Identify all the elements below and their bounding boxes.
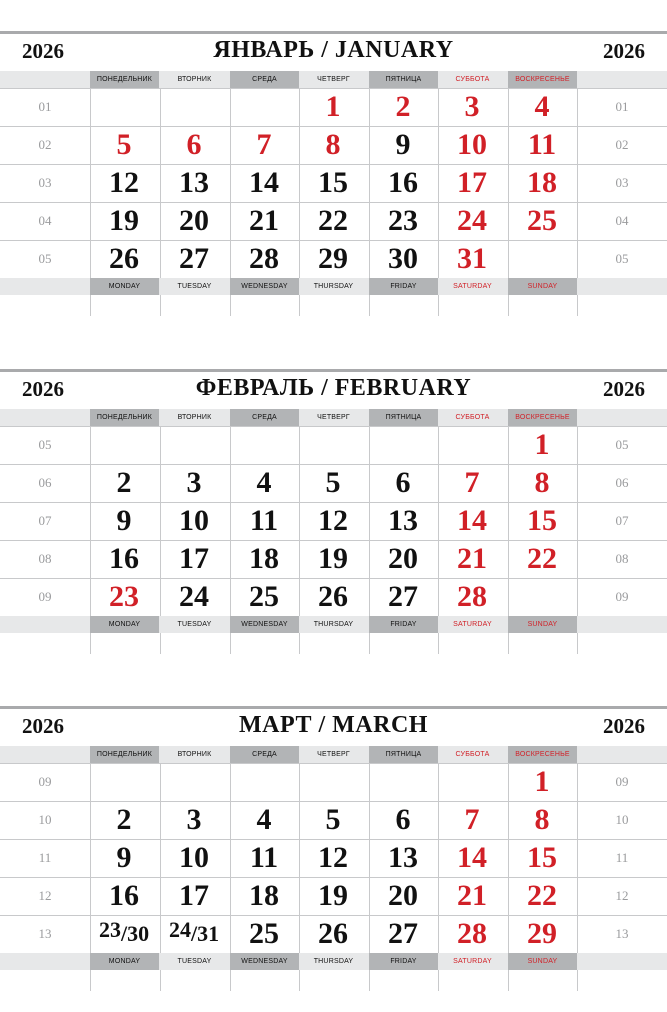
day-cell[interactable]: 20 xyxy=(388,542,418,575)
day-cell[interactable]: 2 xyxy=(395,90,411,123)
day-cell[interactable]: 7 xyxy=(464,803,480,836)
weekday-en-label: FRIDAY xyxy=(369,278,438,295)
week-number: 13 xyxy=(38,926,52,941)
month-title: ФЕВРАЛЬ / FEBRUARY xyxy=(195,375,472,401)
day-cell[interactable]: 5 xyxy=(325,803,341,836)
week-number: 04 xyxy=(615,213,629,228)
day-cell[interactable]: 7 xyxy=(256,128,272,161)
weekday-ru-label: СУББОТА xyxy=(455,76,490,83)
day-cell[interactable]: 12 xyxy=(318,504,348,537)
day-cell[interactable]: 14 xyxy=(249,166,279,199)
week-number: 01 xyxy=(615,99,629,114)
day-cell[interactable]: 18 xyxy=(527,166,557,199)
day-cell[interactable]: 17 xyxy=(457,166,487,199)
weekday-ru-label: ПОНЕДЕЛЬНИК xyxy=(90,409,159,426)
week-number: 05 xyxy=(38,251,52,266)
weekday-ru-label: ЧЕТВЕРГ xyxy=(317,414,350,421)
week-number: 03 xyxy=(615,175,629,190)
day-cell[interactable]: 28 xyxy=(249,242,279,275)
weekday-en-label: TUESDAY xyxy=(177,958,212,965)
day-cell[interactable]: 3 xyxy=(186,803,202,836)
weekday-ru-label: ЧЕТВЕРГ xyxy=(317,751,350,758)
separator-line xyxy=(0,31,667,34)
day-cell[interactable]: 19 xyxy=(318,542,348,575)
day-cell[interactable]: 15 xyxy=(318,166,348,199)
year-left: 2026 xyxy=(22,39,64,63)
week-number: 02 xyxy=(38,137,52,152)
day-cell[interactable]: 18 xyxy=(249,542,279,575)
day-cell[interactable]: 11 xyxy=(249,504,279,537)
day-cell[interactable]: 9 xyxy=(116,841,132,874)
weekday-ru-label: ПОНЕДЕЛЬНИК xyxy=(90,71,159,88)
day-cell[interactable]: 4 xyxy=(534,90,550,123)
day-cell[interactable]: 21 xyxy=(457,542,487,575)
week-number: 09 xyxy=(38,589,52,604)
week-number: 12 xyxy=(615,888,629,903)
day-cell[interactable]: 27 xyxy=(179,242,209,275)
weekday-en-label: FRIDAY xyxy=(369,616,438,633)
day-second: 31 xyxy=(197,921,220,946)
weekday-ru-label: СРЕДА xyxy=(230,71,299,88)
weekday-ru-label: ПЯТНИЦА xyxy=(369,71,438,88)
weekday-ru-label: ЧЕТВЕРГ xyxy=(317,76,350,83)
day-cell[interactable]: 16 xyxy=(388,166,418,199)
day-cell[interactable]: 15 xyxy=(527,504,557,537)
day-cell[interactable]: 12 xyxy=(109,166,139,199)
day-cell[interactable]: 2 xyxy=(116,466,132,499)
day-cell[interactable]: 1 xyxy=(325,90,341,123)
separator-line xyxy=(0,706,667,709)
day-cell[interactable]: 23 xyxy=(109,580,139,613)
weekday-en-label: SATURDAY xyxy=(453,283,492,290)
day-cell[interactable]: 21 xyxy=(457,879,487,912)
week-number: 01 xyxy=(38,99,52,114)
day-cell[interactable]: 19 xyxy=(318,879,348,912)
weekday-en-label: SATURDAY xyxy=(453,621,492,628)
day-cell[interactable]: 26 xyxy=(318,580,348,613)
day-cell[interactable]: 7 xyxy=(464,466,480,499)
year-right: 2026 xyxy=(603,39,645,63)
weekday-ru-label: СУББОТА xyxy=(455,414,490,421)
weekday-en-label: THURSDAY xyxy=(313,621,354,628)
weekday-ru-label: ВТОРНИК xyxy=(177,76,212,83)
week-number: 05 xyxy=(615,251,629,266)
week-number: 13 xyxy=(615,926,629,941)
day-cell[interactable]: 10 xyxy=(457,128,487,161)
weekday-ru-label: ПЯТНИЦА xyxy=(369,409,438,426)
day-cell-double[interactable] xyxy=(160,916,228,952)
day-cell[interactable]: 6 xyxy=(395,803,411,836)
day-first: 23 xyxy=(98,917,121,942)
day-cell[interactable]: 4 xyxy=(256,466,272,499)
weekday-en-label: THURSDAY xyxy=(313,958,354,965)
day-cell[interactable]: 18 xyxy=(249,879,279,912)
day-cell[interactable]: 8 xyxy=(534,466,550,499)
week-number: 09 xyxy=(38,774,52,789)
day-cell[interactable]: 5 xyxy=(325,466,341,499)
day-cell[interactable]: 13 xyxy=(388,504,418,537)
weekday-ru-label: ВТОРНИК xyxy=(177,751,212,758)
day-cell[interactable]: 16 xyxy=(109,542,139,575)
day-cell[interactable]: 28 xyxy=(457,580,487,613)
weekday-en-label: SATURDAY xyxy=(453,958,492,965)
day-cell[interactable]: 25 xyxy=(249,917,279,950)
week-number: 05 xyxy=(38,437,52,452)
day-cell[interactable]: 8 xyxy=(325,128,341,161)
day-slash: / xyxy=(120,921,128,946)
day-cell[interactable]: 9 xyxy=(395,128,411,161)
day-cell[interactable]: 25 xyxy=(249,580,279,613)
week-number: 07 xyxy=(615,513,629,528)
week-number: 06 xyxy=(615,475,629,490)
week-number: 12 xyxy=(38,888,52,903)
day-cell[interactable]: 30 xyxy=(388,242,418,275)
week-number: 04 xyxy=(38,213,52,228)
week-number: 08 xyxy=(38,551,52,566)
week-number: 09 xyxy=(615,589,629,604)
day-cell[interactable]: 10 xyxy=(179,841,209,874)
month-block xyxy=(0,706,667,1012)
weekday-en-label: MONDAY xyxy=(90,616,159,633)
day-cell[interactable]: 28 xyxy=(457,917,487,950)
month-block xyxy=(0,31,667,337)
month-block xyxy=(0,369,667,675)
weekday-en-label: WEDNESDAY xyxy=(230,616,299,633)
weekday-en-label: FRIDAY xyxy=(369,953,438,970)
day-cell[interactable]: 1 xyxy=(534,428,550,461)
day-slash: / xyxy=(190,921,198,946)
year-right: 2026 xyxy=(603,377,645,401)
day-cell[interactable]: 14 xyxy=(457,841,487,874)
day-cell[interactable]: 14 xyxy=(457,504,487,537)
day-cell[interactable]: 21 xyxy=(249,204,279,237)
day-cell[interactable]: 13 xyxy=(179,166,209,199)
week-number: 09 xyxy=(615,774,629,789)
day-cell[interactable]: 19 xyxy=(109,204,139,237)
weekday-en-label: SUNDAY xyxy=(508,616,577,633)
day-cell[interactable]: 20 xyxy=(179,204,209,237)
weekday-en-label: SUNDAY xyxy=(508,953,577,970)
weekday-ru-label: ПОНЕДЕЛЬНИК xyxy=(90,746,159,763)
week-number: 10 xyxy=(38,812,52,827)
week-number: 07 xyxy=(38,513,52,528)
day-cell[interactable]: 10 xyxy=(179,504,209,537)
year-left: 2026 xyxy=(22,377,64,401)
weekday-ru-label: ВОСКРЕСЕНЬЕ xyxy=(508,71,577,88)
weekday-ru-label: ВОСКРЕСЕНЬЕ xyxy=(508,746,577,763)
separator-line xyxy=(0,369,667,372)
day-cell[interactable]: 2 xyxy=(116,803,132,836)
weekday-ru-label: СУББОТА xyxy=(455,751,490,758)
day-cell[interactable]: 25 xyxy=(527,204,557,237)
day-cell[interactable]: 24 xyxy=(457,204,487,237)
weekday-en-label: MONDAY xyxy=(90,278,159,295)
year-left: 2026 xyxy=(22,714,64,738)
weekday-en-label: TUESDAY xyxy=(177,283,212,290)
weekday-en-label: WEDNESDAY xyxy=(230,278,299,295)
day-cell[interactable]: 9 xyxy=(116,504,132,537)
day-cell[interactable]: 22 xyxy=(527,879,557,912)
day-cell[interactable]: 24 xyxy=(179,580,209,613)
day-cell[interactable]: 8 xyxy=(534,803,550,836)
weekday-en-label: TUESDAY xyxy=(177,621,212,628)
day-cell[interactable]: 3 xyxy=(464,90,480,123)
day-cell[interactable]: 1 xyxy=(534,765,550,798)
day-cell[interactable]: 6 xyxy=(186,128,202,161)
day-cell-double[interactable] xyxy=(90,916,158,952)
weekday-en-label: SUNDAY xyxy=(508,278,577,295)
day-cell[interactable]: 22 xyxy=(527,542,557,575)
weekday-ru-label: ВОСКРЕСЕНЬЕ xyxy=(508,409,577,426)
week-number: 05 xyxy=(615,437,629,452)
week-number: 11 xyxy=(615,850,629,865)
weekday-ru-label: ВТОРНИК xyxy=(177,414,212,421)
day-cell[interactable]: 16 xyxy=(109,879,139,912)
weekday-en-label: MONDAY xyxy=(90,953,159,970)
day-cell[interactable]: 22 xyxy=(318,204,348,237)
weekday-ru-label: СРЕДА xyxy=(230,746,299,763)
day-cell[interactable]: 3 xyxy=(186,466,202,499)
week-number: 03 xyxy=(38,175,52,190)
day-cell[interactable]: 26 xyxy=(318,917,348,950)
week-number: 10 xyxy=(615,812,629,827)
day-cell[interactable]: 29 xyxy=(318,242,348,275)
day-cell[interactable]: 15 xyxy=(527,841,557,874)
day-cell[interactable]: 17 xyxy=(179,542,209,575)
weekday-en-label: THURSDAY xyxy=(313,283,354,290)
week-number: 02 xyxy=(615,137,629,152)
weekday-ru-label: СРЕДА xyxy=(230,409,299,426)
day-cell[interactable]: 13 xyxy=(388,841,418,874)
weekday-en-label: WEDNESDAY xyxy=(230,953,299,970)
day-cell[interactable]: 23 xyxy=(388,204,418,237)
day-cell[interactable]: 31 xyxy=(457,242,487,275)
day-cell[interactable]: 20 xyxy=(388,879,418,912)
year-right: 2026 xyxy=(603,714,645,738)
day-cell[interactable]: 5 xyxy=(116,128,132,161)
week-number: 08 xyxy=(615,551,629,566)
day-cell[interactable]: 6 xyxy=(395,466,411,499)
day-first: 24 xyxy=(168,917,191,942)
day-cell[interactable]: 11 xyxy=(249,841,279,874)
day-cell[interactable]: 27 xyxy=(388,917,418,950)
day-cell[interactable]: 17 xyxy=(179,879,209,912)
day-cell[interactable]: 29 xyxy=(527,917,557,950)
day-cell[interactable]: 11 xyxy=(527,128,557,161)
day-cell[interactable]: 26 xyxy=(109,242,139,275)
month-title: ЯНВАРЬ / JANUARY xyxy=(213,37,454,63)
day-cell[interactable]: 4 xyxy=(256,803,272,836)
weekday-ru-label: ПЯТНИЦА xyxy=(369,746,438,763)
day-cell[interactable]: 12 xyxy=(318,841,348,874)
day-cell[interactable]: 27 xyxy=(388,580,418,613)
week-number: 11 xyxy=(38,850,52,865)
day-second: 30 xyxy=(127,921,150,946)
month-title: МАРТ / MARCH xyxy=(239,712,428,738)
week-number: 06 xyxy=(38,475,52,490)
